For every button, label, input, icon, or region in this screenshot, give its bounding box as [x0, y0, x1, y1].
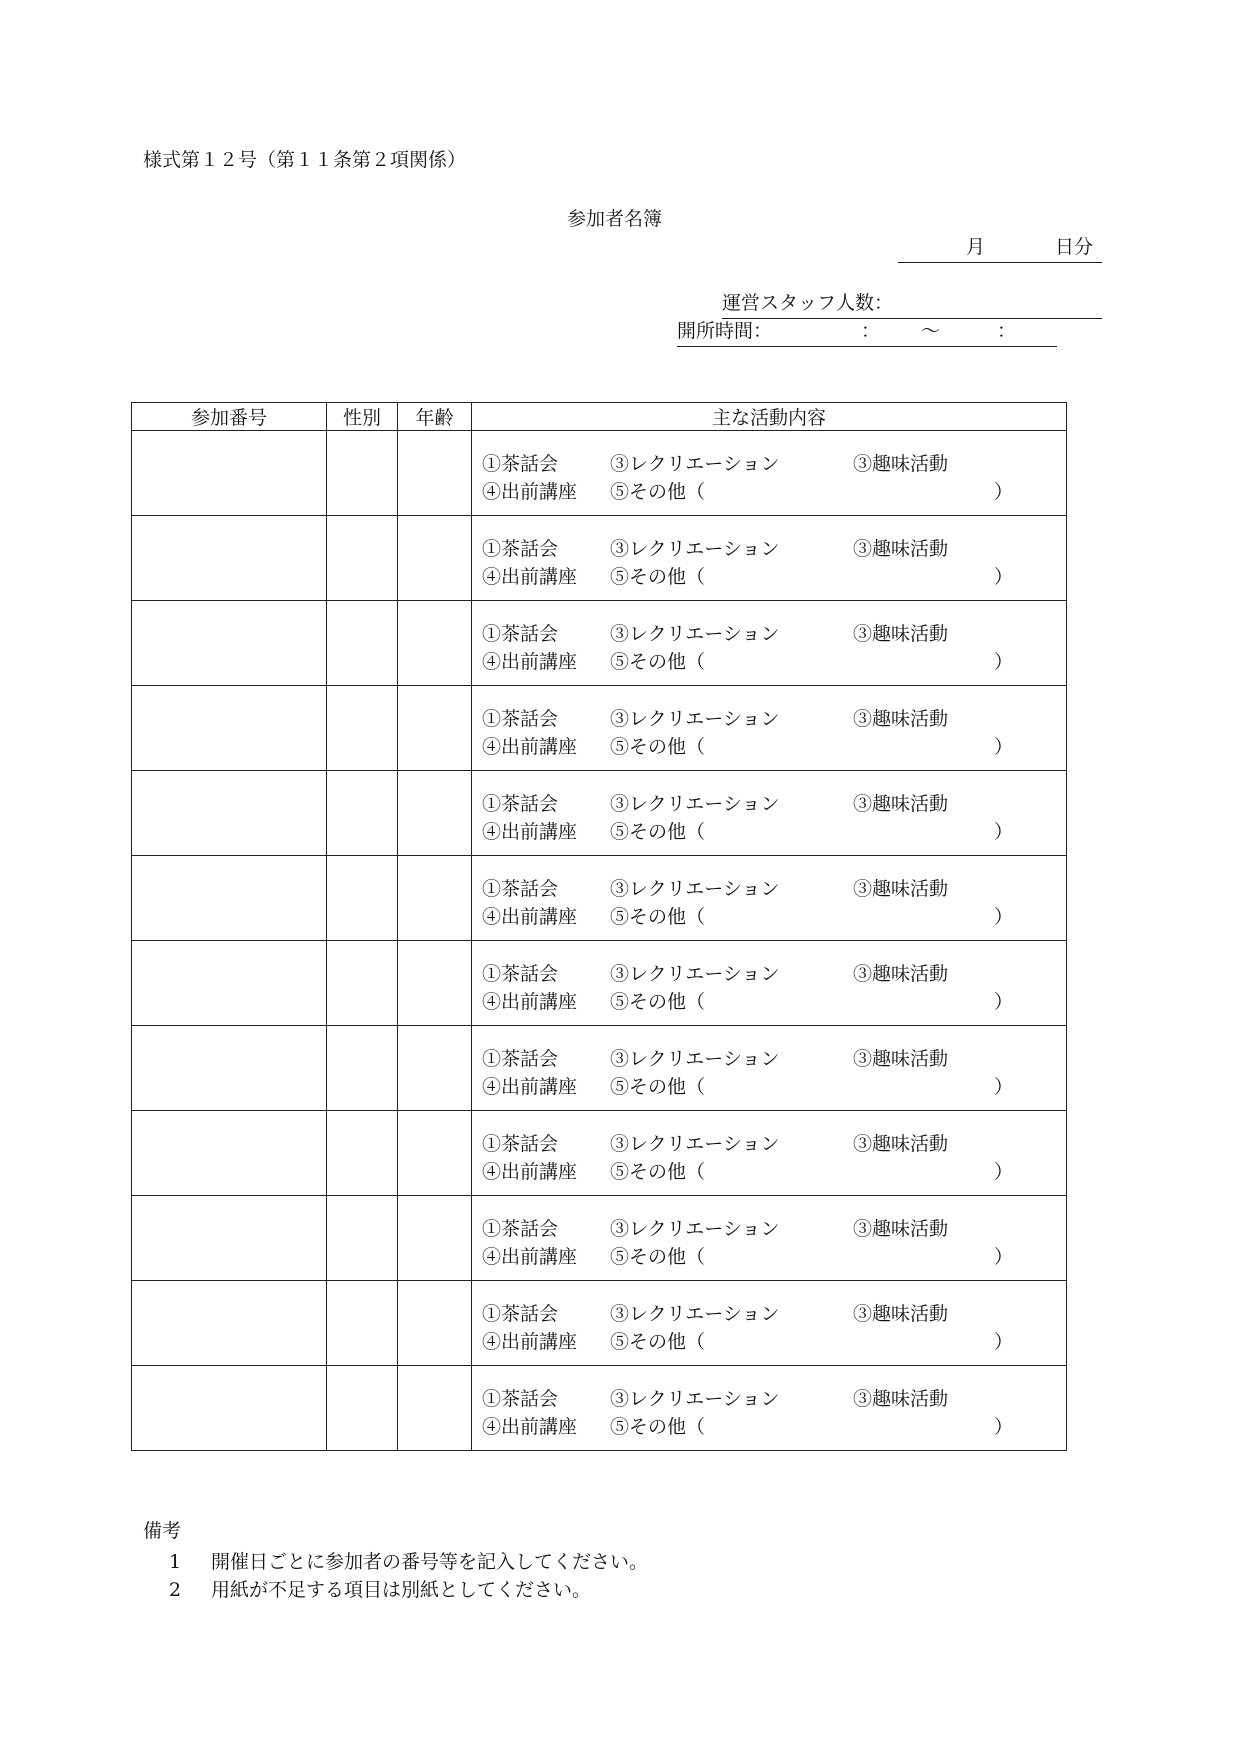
participant-number-cell[interactable] — [132, 1026, 327, 1111]
table-row — [132, 856, 1067, 941]
activity-option-tea-party: ①茶話会 — [482, 623, 559, 645]
activity-option-recreation: ③レクリエーション — [610, 1218, 780, 1240]
activity-cell[interactable] — [472, 516, 1067, 601]
activity-option-other: ⑤その他（ — [610, 1076, 706, 1098]
note-item — [169, 1553, 648, 1572]
activity-option-lecture: ④出前講座 — [482, 821, 578, 843]
gender-cell[interactable] — [327, 1196, 398, 1281]
hours-tilde: ～ — [921, 320, 941, 342]
participant-number-cell[interactable] — [132, 856, 327, 941]
gender-cell[interactable] — [327, 1366, 398, 1451]
age-cell[interactable] — [398, 1281, 472, 1366]
activity-option-hobby: ③趣味活動 — [853, 793, 949, 815]
activity-option-other: ⑤その他（ — [610, 1161, 706, 1183]
note-item — [169, 1581, 591, 1600]
activity-option-hobby: ③趣味活動 — [853, 453, 949, 475]
activity-other-close: ） — [994, 1076, 1014, 1098]
table-row — [132, 1026, 1067, 1111]
activity-option-hobby: ③趣味活動 — [853, 1133, 949, 1155]
activity-option-hobby: ③趣味活動 — [853, 1048, 949, 1070]
activity-other-close: ） — [994, 1331, 1014, 1353]
activity-option-lecture: ④出前講座 — [482, 906, 578, 928]
activity-option-tea-party: ①茶話会 — [482, 878, 559, 900]
activity-option-tea-party: ①茶話会 — [482, 1133, 559, 1155]
gender-cell[interactable] — [327, 1281, 398, 1366]
col-header-participant-number: 参加番号 — [132, 403, 327, 431]
activity-option-tea-party: ①茶話会 — [482, 963, 559, 985]
activity-option-recreation: ③レクリエーション — [610, 1133, 780, 1155]
note-text: 用紙が不足する項目は別紙としてください。 — [211, 1579, 592, 1601]
activity-cell[interactable] — [472, 941, 1067, 1026]
participant-number-cell[interactable] — [132, 1281, 327, 1366]
participant-roster-table — [131, 402, 1067, 1451]
activity-option-tea-party: ①茶話会 — [482, 453, 559, 475]
col-header-gender: 性別 — [327, 403, 398, 431]
activity-option-lecture: ④出前講座 — [482, 566, 578, 588]
activity-option-other: ⑤その他（ — [610, 991, 706, 1013]
activity-option-lecture: ④出前講座 — [482, 991, 578, 1013]
age-cell[interactable] — [398, 1366, 472, 1451]
activity-option-tea-party: ①茶話会 — [482, 793, 559, 815]
activity-option-hobby: ③趣味活動 — [853, 708, 949, 730]
participant-number-cell[interactable] — [132, 516, 327, 601]
age-cell[interactable] — [398, 856, 472, 941]
date-field[interactable] — [898, 236, 1102, 263]
activity-other-close: ） — [994, 906, 1014, 928]
activity-option-recreation: ③レクリエーション — [610, 1388, 780, 1410]
age-cell[interactable] — [398, 771, 472, 856]
gender-cell[interactable] — [327, 941, 398, 1026]
activity-other-close: ） — [994, 1416, 1014, 1438]
activity-option-recreation: ③レクリエーション — [610, 708, 780, 730]
form-number: 様式第１２号（第１１条第２項関係） — [143, 149, 467, 171]
activity-option-other: ⑤その他（ — [610, 1416, 706, 1438]
activity-option-hobby: ③趣味活動 — [853, 963, 949, 985]
activity-other-close: ） — [994, 566, 1014, 588]
activity-other-close: ） — [994, 651, 1014, 673]
table-row — [132, 1366, 1067, 1451]
activity-option-recreation: ③レクリエーション — [610, 1048, 780, 1070]
hours-colon-start: ： — [861, 320, 881, 342]
table-row — [132, 601, 1067, 686]
table-row — [132, 516, 1067, 601]
activity-cell[interactable] — [472, 601, 1067, 686]
activity-cell[interactable] — [472, 686, 1067, 771]
activity-cell[interactable] — [472, 771, 1067, 856]
activity-option-lecture: ④出前講座 — [482, 1331, 578, 1353]
activity-option-other: ⑤その他（ — [610, 651, 706, 673]
activity-option-tea-party: ①茶話会 — [482, 1048, 559, 1070]
activity-option-lecture: ④出前講座 — [482, 651, 578, 673]
col-header-age: 年齢 — [398, 403, 472, 431]
age-cell[interactable] — [398, 516, 472, 601]
staff-count-label: 運営スタッフ人数： — [722, 292, 894, 314]
gender-cell[interactable] — [327, 601, 398, 686]
opening-hours-label: 開所時間： — [677, 320, 773, 342]
age-cell[interactable] — [398, 1026, 472, 1111]
opening-hours-field[interactable] — [677, 320, 1057, 347]
table-row — [132, 1111, 1067, 1196]
activity-other-close: ） — [994, 991, 1014, 1013]
note-number: 2 — [169, 1579, 182, 1601]
note-number: 1 — [169, 1551, 182, 1573]
staff-count-field[interactable] — [722, 292, 1102, 319]
activity-option-other: ⑤その他（ — [610, 906, 706, 928]
activity-option-recreation: ③レクリエーション — [610, 963, 780, 985]
activity-option-tea-party: ①茶話会 — [482, 538, 559, 560]
age-cell[interactable] — [398, 941, 472, 1026]
gender-cell[interactable] — [327, 686, 398, 771]
activity-cell[interactable] — [472, 431, 1067, 516]
activity-option-recreation: ③レクリエーション — [610, 453, 780, 475]
activity-option-recreation: ③レクリエーション — [610, 538, 780, 560]
activity-cell[interactable] — [472, 1111, 1067, 1196]
participant-number-cell[interactable] — [132, 1196, 327, 1281]
hours-colon-end: ： — [997, 320, 1017, 342]
activity-other-close: ） — [994, 821, 1014, 843]
gender-cell[interactable] — [327, 771, 398, 856]
date-month-label: 月 — [966, 236, 986, 258]
gender-cell[interactable] — [327, 1111, 398, 1196]
activity-option-recreation: ③レクリエーション — [610, 793, 780, 815]
activity-option-recreation: ③レクリエーション — [610, 878, 780, 900]
gender-cell[interactable] — [327, 1026, 398, 1111]
activity-option-hobby: ③趣味活動 — [853, 623, 949, 645]
participant-number-cell[interactable] — [132, 1111, 327, 1196]
activity-option-tea-party: ①茶話会 — [482, 1388, 559, 1410]
activity-option-hobby: ③趣味活動 — [853, 1303, 949, 1325]
activity-cell[interactable] — [472, 1366, 1067, 1451]
activity-option-other: ⑤その他（ — [610, 821, 706, 843]
activity-option-tea-party: ①茶話会 — [482, 1218, 559, 1240]
activity-option-hobby: ③趣味活動 — [853, 1388, 949, 1410]
activity-option-lecture: ④出前講座 — [482, 1246, 578, 1268]
activity-option-lecture: ④出前講座 — [482, 736, 578, 758]
activity-option-other: ⑤その他（ — [610, 566, 706, 588]
age-cell[interactable] — [398, 1196, 472, 1281]
table-row — [132, 431, 1067, 516]
participant-number-cell[interactable] — [132, 1366, 327, 1451]
activity-option-lecture: ④出前講座 — [482, 481, 578, 503]
date-day-label: 日分 — [1055, 236, 1094, 258]
gender-cell[interactable] — [327, 431, 398, 516]
table-row — [132, 771, 1067, 856]
activity-option-recreation: ③レクリエーション — [610, 1303, 780, 1325]
table-row — [132, 941, 1067, 1026]
activity-cell[interactable] — [472, 1196, 1067, 1281]
activity-option-tea-party: ①茶話会 — [482, 708, 559, 730]
age-cell[interactable] — [398, 601, 472, 686]
participant-number-cell[interactable] — [132, 431, 327, 516]
participant-number-cell[interactable] — [132, 686, 327, 771]
table-row — [132, 686, 1067, 771]
activity-option-hobby: ③趣味活動 — [853, 1218, 949, 1240]
notes-title: 備考 — [143, 1520, 182, 1542]
col-header-activity: 主な活動内容 — [472, 403, 1067, 431]
activity-other-close: ） — [994, 481, 1014, 503]
participant-number-cell[interactable] — [132, 771, 327, 856]
table-header-row — [132, 403, 1067, 431]
activity-other-close: ） — [994, 1161, 1014, 1183]
activity-option-other: ⑤その他（ — [610, 481, 706, 503]
gender-cell[interactable] — [327, 856, 398, 941]
table-row — [132, 1281, 1067, 1366]
age-cell[interactable] — [398, 1111, 472, 1196]
activity-cell[interactable] — [472, 1281, 1067, 1366]
participant-number-cell[interactable] — [132, 941, 327, 1026]
activity-option-tea-party: ①茶話会 — [482, 1303, 559, 1325]
table-row — [132, 1196, 1067, 1281]
activity-option-lecture: ④出前講座 — [482, 1161, 578, 1183]
age-cell[interactable] — [398, 431, 472, 516]
activity-option-recreation: ③レクリエーション — [610, 623, 780, 645]
activity-option-other: ⑤その他（ — [610, 736, 706, 758]
activity-option-lecture: ④出前講座 — [482, 1416, 578, 1438]
activity-option-hobby: ③趣味活動 — [853, 538, 949, 560]
activity-other-close: ） — [994, 1246, 1014, 1268]
activity-option-other: ⑤その他（ — [610, 1331, 706, 1353]
activity-option-lecture: ④出前講座 — [482, 1076, 578, 1098]
age-cell[interactable] — [398, 686, 472, 771]
gender-cell[interactable] — [327, 516, 398, 601]
activity-other-close: ） — [994, 736, 1014, 758]
activity-option-other: ⑤その他（ — [610, 1246, 706, 1268]
participant-number-cell[interactable] — [132, 601, 327, 686]
document-title: 参加者名簿 — [567, 208, 663, 230]
activity-option-hobby: ③趣味活動 — [853, 878, 949, 900]
note-text: 開催日ごとに参加者の番号等を記入してください。 — [211, 1551, 649, 1573]
activity-cell[interactable] — [472, 856, 1067, 941]
activity-cell[interactable] — [472, 1026, 1067, 1111]
